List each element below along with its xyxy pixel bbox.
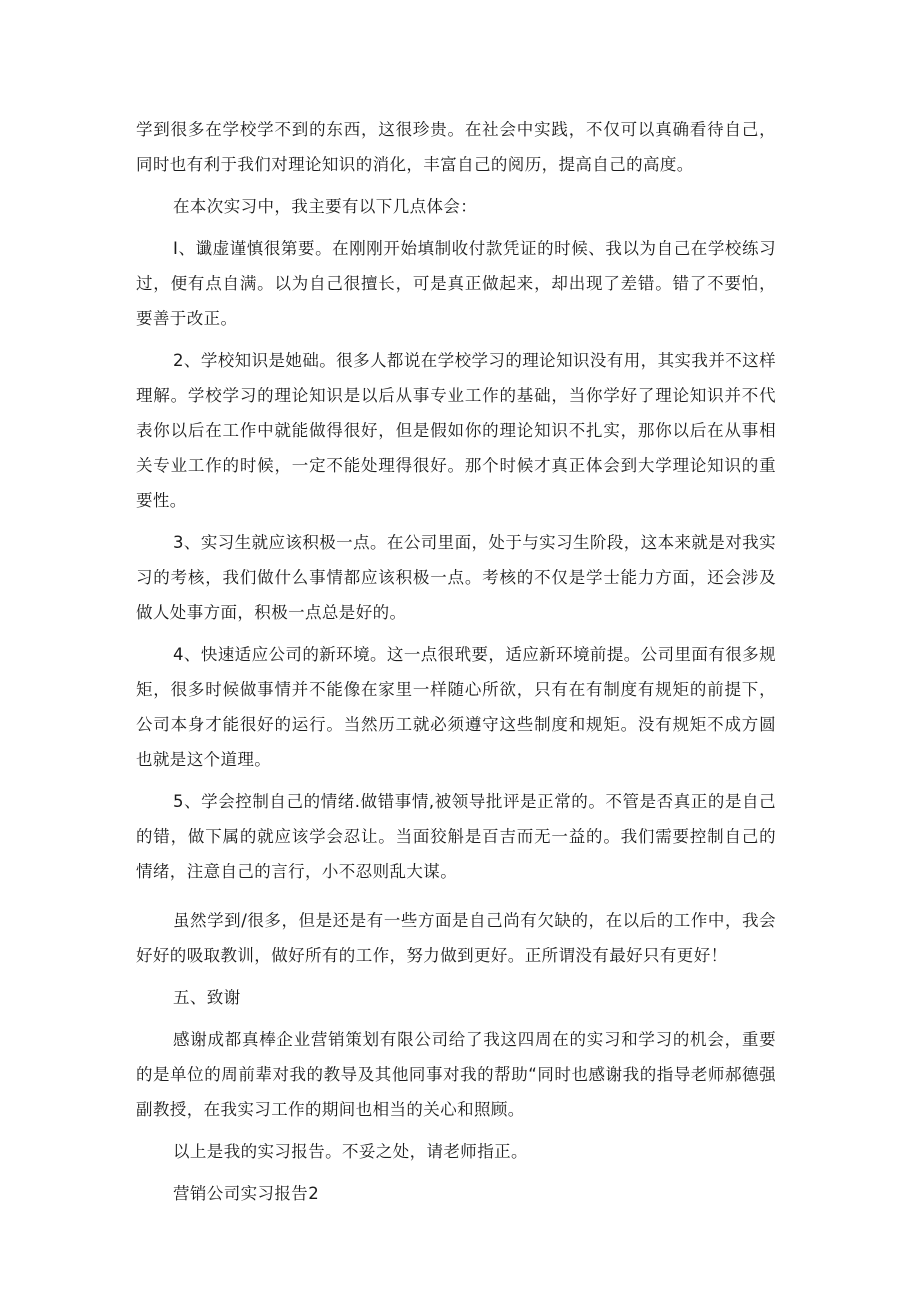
paragraph-point-4: 4、快速适应公司的新环境。这一点很玳要，适应新环境前提。公司里面有很多规矩，很多时候做事情并不能像在家里一样随心所欲，只有在有制度有规矩的前提下，公司本身才能很好的运行。当然历工就必须遵守这些制度和规矩。没有规矩不成方圆也就是这个道理。 [136,645,776,769]
paragraph-point-2: 2、学校知识是她础。很多人都说在学校学习的理论知识没有用，其实我并不这样理解。学校学习的理论知识是以后从事专业工作的基础，当你学好了理论知识并不代表你以后在工作中就能做得很好，但是假如你的理论知识不扎实，那你以后在从事相关专业工作的时候，一定不能处理得很好。那个时候才真正体会到大学理论知识的重要性。 [136,351,776,510]
paragraph-point-3: 3、实习生就应该积极一点。在公司里面，处于与实习生阶段，这本来就是对我实习的考核，我们做什么事情都应该积极一点。考核的不仅是学士能力方面，还会涉及做人处事方面，积极一点总是好的。 [136,533,776,622]
paragraph-summary: 虽然学到/很多，但是还是有一些方面是自己尚有欠缺的，在以后的工作中，我会好好的吸取教训，做好所有的工作，努力做到更好。正所谓没有最好只有更好！ [136,911,776,965]
paragraph-closing: 以上是我的实习报告。不妥之处，请老师指正。 [173,1142,528,1161]
paragraph-thanks: 感谢成都真棒企业营销策划有限公司给了我这四周在的实习和学习的机会，重要的是单位的周前辈对我的教导及其他同事对我的帮助“同时也感谢我的指导老师郝德强副教授，在我实习工作的期间也相当的关心和照顾。 [136,1030,776,1119]
paragraph-point-1: I、谶虚谨慎很第要。在刚刚开始填制收付款凭证的时候、我以为自己在学校练习过，便有点自满。以为自己很擅长，可是真正做起来，却出现了差错。错了不要怕，要善于改正。 [136,239,776,328]
document-page [136,112,776,1211]
paragraph-intro: 学到很多在学校学不到的东西，这很珍贵。在社会中实践，不仅可以真确看待自己，同时也有利于我们对理论知识的消化，丰富自己的阅历，提高自己的高度。 [136,120,776,174]
next-report-title: 营销公司实习报告2 [173,1184,320,1203]
paragraph-point-5: 5、学会控制自己的情绪.做错事情,被领导批评是正常的。不管是否真正的是自己的错，做下属的就应该学会忍让。当面狡斛是百吉而无一益的。我们需要控制自己的情绪，注意自己的言行，小不忍则乱大谋。 [136,792,776,881]
paragraph-experience-lead: 在本次实习中，我主要有以下几点体会： [173,197,478,216]
section-heading-thanks: 五、致谢 [173,988,241,1007]
